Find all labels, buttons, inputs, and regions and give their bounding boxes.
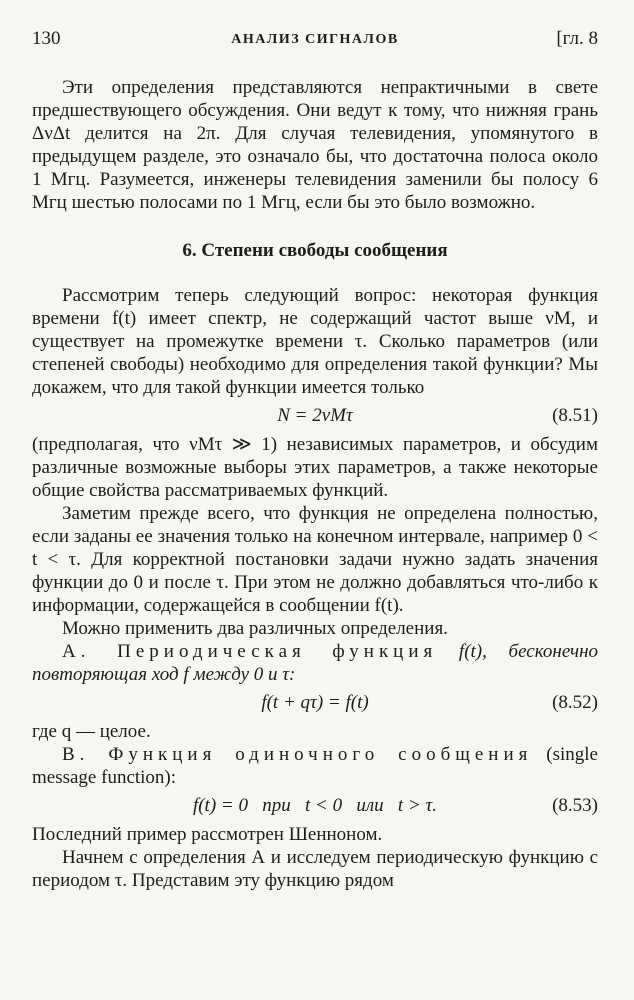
book-page	[32, 26, 598, 892]
page-number: 130	[32, 28, 61, 49]
paragraph-3: Заметим прежде всего, что функция не определена полностью, если заданы ее значения только на конечном интервале, например 0 < t < τ. Для корректной постановки задачи нужно задать значения функции до 0 и после τ. При этом не должно добавляться что-либо к информации, содержащейся в сообщении f(t).	[32, 503, 598, 616]
item-a-label: А. Периодическая функция	[62, 641, 438, 662]
equation-8-52	[32, 686, 598, 720]
chapter-marker: [гл. 8	[556, 28, 598, 49]
item-a-text: f(t), бесконечно повторяющая ход f между 0 и τ:	[32, 641, 598, 685]
equation-8-51	[32, 399, 598, 433]
intro-paragraph: Эти определения представляются непрактичными в свете предшествующего обсуждения. Они ведут к тому, что нижняя грань ΔνΔt делится на 2π. Для случая телевидения, упомянутого в предыдущем разделе, это означало бы, что достаточна полоса около 1 Мгц. Разумеется, инженеры телевидения заменили бы полосу 6 Мгц шестью полосами по 1 Мгц, если бы это было возможно.	[32, 77, 598, 213]
paragraph-6: Начнем с определения А и исследуем периодическую функцию с периодом τ. Представим эту функцию рядом	[32, 847, 598, 891]
item-b-text: (single message function):	[32, 744, 598, 788]
running-header	[32, 26, 598, 56]
where-text: где q — целое.	[32, 721, 151, 742]
paragraph-2: (предполагая, что νMτ ≫ 1) независимых параметров, и обсудим различные возможные выборы этих параметров, а также некоторые общие свойства рассматриваемых функций.	[32, 434, 598, 501]
paragraph-5: Последний пример рассмотрен Шенноном.	[32, 824, 383, 845]
equation-formula: f(t) = 0 при t < 0 или t > τ.	[192, 795, 438, 816]
equation-formula: f(t + qτ) = f(t)	[261, 692, 369, 713]
equation-8-53	[32, 789, 598, 823]
paragraph-1: Рассмотрим теперь следующий вопрос: некоторая функция времени f(t) имеет спектр, не содержащий частот выше νM, и существует на промежутке времени τ. Сколько параметров (или степеней свободы) необходимо для определения такой функции? Мы докажем, что для такой функции имеется только	[32, 285, 598, 398]
section-title: 6. Степени свободы сообщения	[182, 240, 448, 261]
equation-number: (8.53)	[552, 795, 598, 816]
item-a	[32, 640, 598, 686]
equation-formula: N = 2νMτ	[277, 405, 353, 426]
paragraph-4: Можно применить два различных определения.	[62, 618, 448, 639]
equation-number: (8.51)	[552, 405, 598, 426]
running-title: АНАЛИЗ СИГНАЛОВ	[231, 32, 399, 47]
item-b-label: В. Функция одиночного сообщения	[62, 744, 533, 765]
equation-number: (8.52)	[552, 692, 598, 713]
item-b	[32, 743, 598, 789]
